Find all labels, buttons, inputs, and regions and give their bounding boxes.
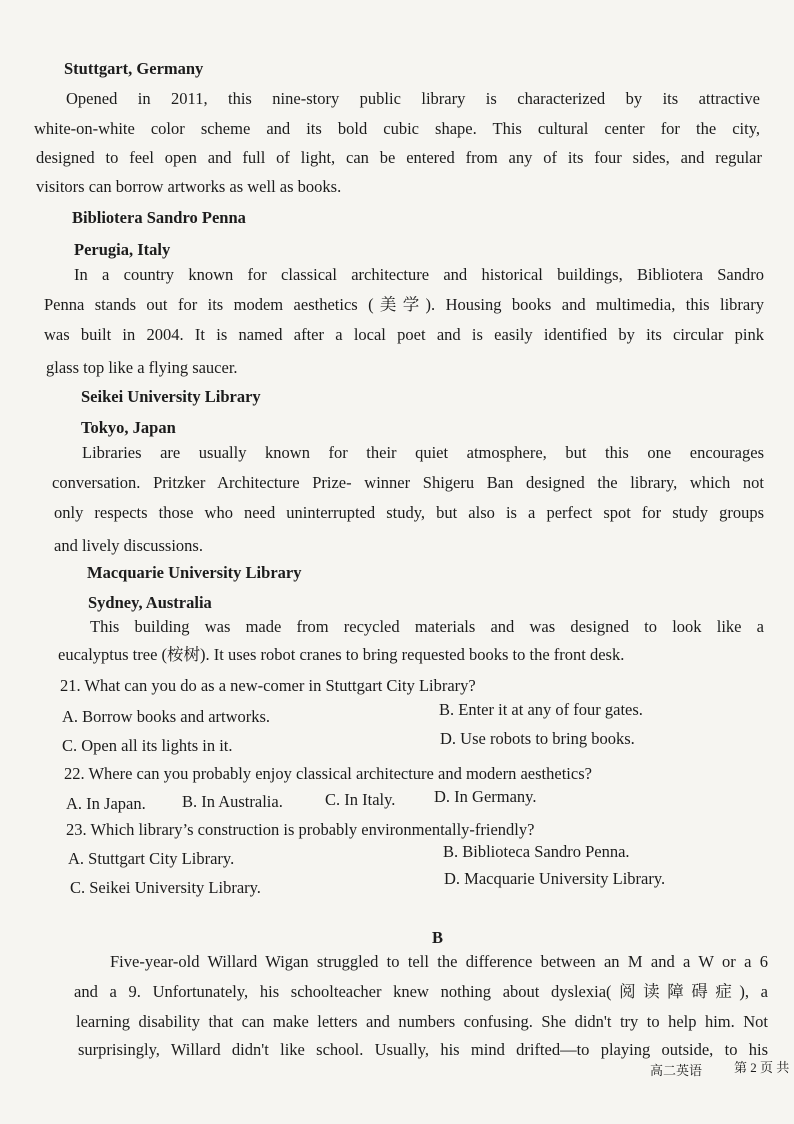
library-heading: Macquarie University Library <box>87 563 302 582</box>
location-heading: Perugia, Italy <box>74 240 171 259</box>
passage-line: surprisingly, Willard didn't like school. Usually, his mind drifted—to playing outside, to his <box>78 1040 768 1059</box>
question-22: 22. Where can you probably enjoy classical architecture and modern aesthetics? <box>64 764 592 783</box>
option-23-a: A. Stuttgart City Library. <box>68 849 235 868</box>
passage-line: and lively discussions. <box>54 536 203 555</box>
passage-line: In a country known for classical architecture and historical buildings, Bibliotera Sandro <box>74 265 764 284</box>
question-23: 23. Which library’s construction is probably environmentally-friendly? <box>66 820 535 839</box>
passage-line: This building was made from recycled materials and was designed to look like a <box>90 617 764 636</box>
passage-line: only respects those who need uninterrupted study, but also is a perfect spot for study groups <box>54 503 764 522</box>
footer-subject: 高二英语 <box>650 1063 703 1078</box>
option-22-a: A. In Japan. <box>66 794 146 813</box>
option-21-c: C. Open all its lights in it. <box>62 736 233 755</box>
passage-line: was built in 2004. It is named after a local poet and is easily identified by its circular pink <box>44 325 764 344</box>
option-21-d: D. Use robots to bring books. <box>440 729 635 748</box>
section-heading: B <box>432 928 444 947</box>
location-heading: Sydney, Australia <box>88 593 212 612</box>
option-21-b: B. Enter it at any of four gates. <box>439 700 643 719</box>
library-heading: Seikei University Library <box>81 387 261 406</box>
passage-line: and a 9. Unfortunately, his schoolteacher knew nothing about dyslexia(阅读障碍症), a <box>74 982 768 1001</box>
passage-line: eucalyptus tree (桉树). It uses robot cranes to bring requested books to the front desk. <box>58 645 625 664</box>
option-23-d: D. Macquarie University Library. <box>444 869 666 888</box>
passage-line: glass top like a flying saucer. <box>46 358 238 377</box>
passage-line: visitors can borrow artworks as well as books. <box>36 177 342 196</box>
passage-line: Libraries are usually known for their quiet atmosphere, but this one encourages <box>82 443 764 462</box>
location-heading: Stuttgart, Germany <box>64 59 204 78</box>
passage-line: white-on-white color scheme and its bold cubic shape. This cultural center for the city, <box>34 119 760 138</box>
option-23-b: B. Biblioteca Sandro Penna. <box>443 842 630 861</box>
passage-line: Opened in 2011, this nine-story public library is characterized by its attractive <box>66 89 760 108</box>
passage-line: Five-year-old Willard Wigan struggled to tell the difference between an M and a W or a 6 <box>110 952 768 971</box>
option-22-d: D. In Germany. <box>434 787 537 806</box>
option-23-c: C. Seikei University Library. <box>70 878 261 897</box>
passage-line: conversation. Pritzker Architecture Prize- winner Shigeru Ban designed the library, which not <box>52 473 764 492</box>
option-22-c: C. In Italy. <box>325 790 396 809</box>
option-21-a: A. Borrow books and artworks. <box>62 707 271 726</box>
footer-page-number: 第 2 页 共 <box>734 1060 790 1075</box>
library-heading: Bibliotera Sandro Penna <box>72 208 246 227</box>
location-heading: Tokyo, Japan <box>81 418 176 437</box>
passage-line: Penna stands out for its modem aesthetics (美学). Housing books and multimedia, this library <box>44 295 764 314</box>
passage-line: designed to feel open and full of light, can be entered from any of its four sides, and regular <box>36 148 762 167</box>
passage-line: learning disability that can make letters and numbers confusing. She didn't try to help him. Not <box>76 1012 768 1031</box>
question-21: 21. What can you do as a new-comer in Stuttgart City Library? <box>60 676 476 695</box>
option-22-b: B. In Australia. <box>182 792 283 811</box>
